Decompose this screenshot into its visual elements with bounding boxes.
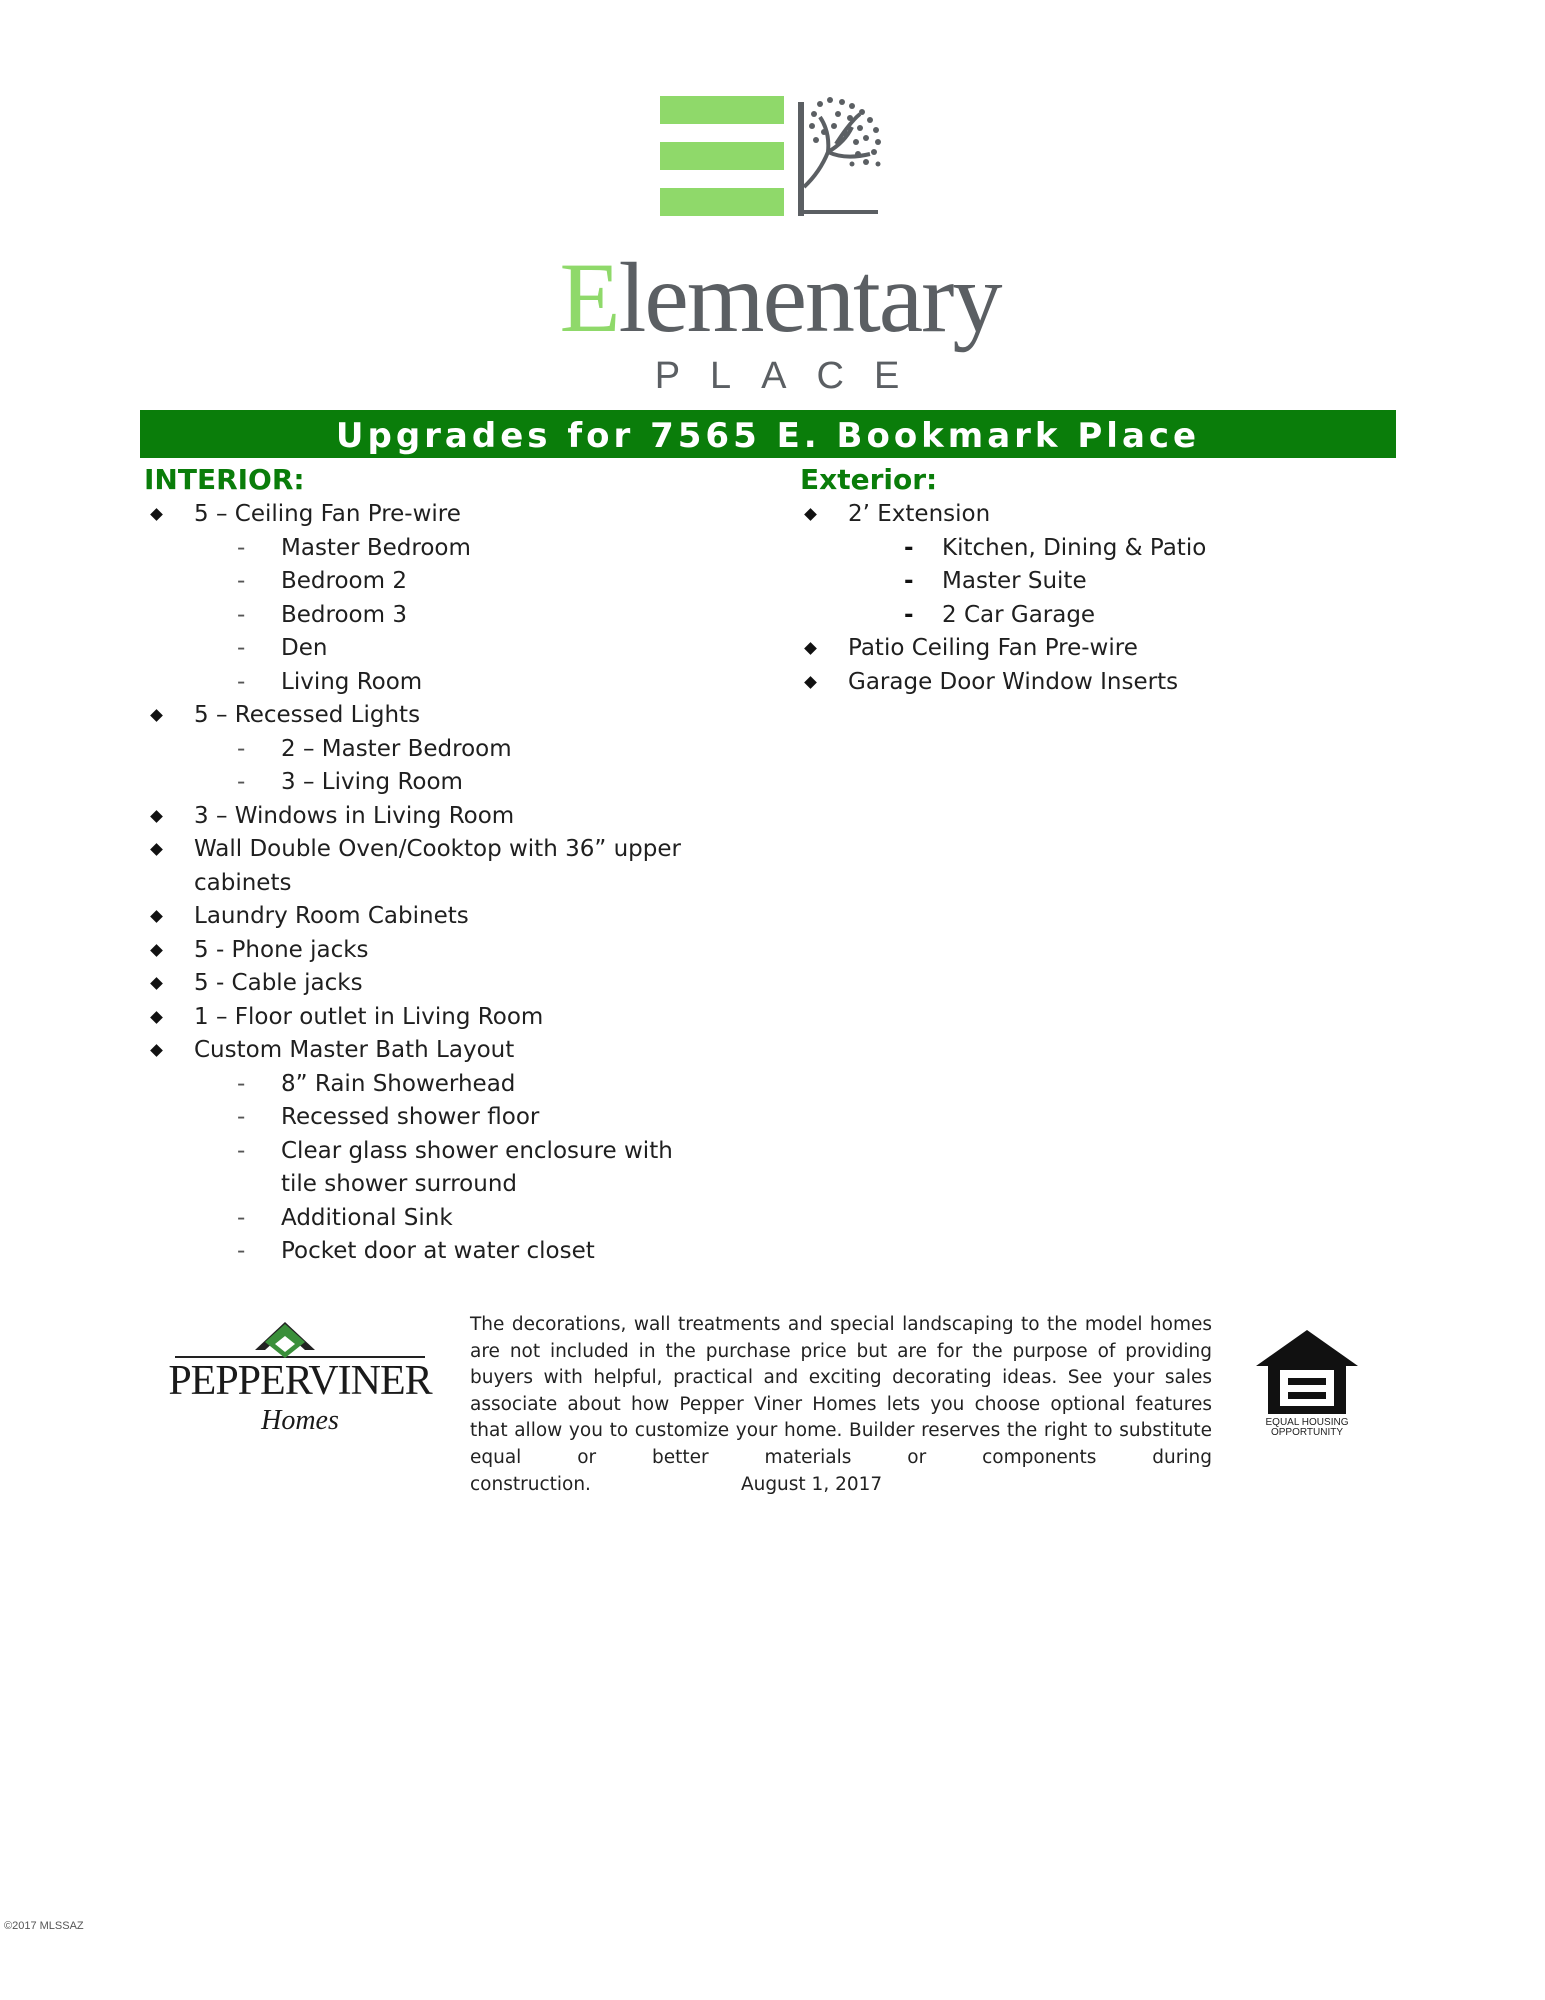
sub-item (144, 632, 764, 666)
bullet-diamond-icon (150, 910, 163, 923)
list-item (798, 498, 1398, 632)
sub-item-label: Kitchen, Dining & Patio (942, 534, 1207, 561)
builder-name: PEPPERVINER (168, 1358, 432, 1404)
item-label: 5 – Ceiling Fan Pre-wire (194, 501, 461, 527)
sub-item (144, 666, 764, 700)
sub-item (144, 1101, 764, 1135)
sub-item-label: 2 Car Garage (942, 601, 1096, 628)
exterior-heading: Exterior: (800, 463, 938, 496)
exterior-list (798, 498, 1398, 699)
sub-item-label: Master Bedroom (281, 534, 471, 561)
list-item (144, 498, 764, 699)
equal-housing-icon (1252, 1326, 1362, 1418)
sub-item (144, 1202, 764, 1236)
bullet-diamond-icon (150, 709, 163, 722)
sub-item (798, 565, 1398, 599)
item-label: Wall Double Oven/Cooktop with 36” upper cabinets (194, 836, 681, 896)
list-item (144, 833, 734, 900)
dash-icon: - (237, 635, 246, 661)
item-label: Laundry Room Cabinets (194, 903, 469, 929)
equal-housing-text (1252, 1418, 1362, 1438)
item-label: 1 – Floor outlet in Living Room (194, 1003, 544, 1030)
dash-icon: - (904, 601, 914, 628)
bullet-diamond-icon (150, 1044, 163, 1057)
upgrades-banner: Upgrades for 7565 E. Bookmark Place (140, 410, 1396, 458)
logo-word-initial: E (559, 242, 619, 353)
list-item (144, 900, 764, 934)
sub-item (144, 532, 764, 566)
dash-icon: - (237, 769, 246, 795)
list-item (144, 699, 764, 800)
sub-item-label: Additional Sink (281, 1204, 453, 1231)
interior-list (144, 498, 764, 1269)
logo-word-rest: lementary (618, 242, 1001, 353)
sub-item-label: Bedroom 3 (281, 601, 407, 628)
builder-subtitle: Homes (261, 1405, 339, 1436)
logo-bar (660, 96, 784, 124)
list-item (144, 800, 764, 834)
sub-item-label: Bedroom 2 (281, 568, 407, 594)
pepper-viner-logo (155, 1312, 445, 1442)
eho-line1: EQUAL HOUSING (1265, 1417, 1349, 1428)
sub-item-label: 8” Rain Showerhead (281, 1070, 516, 1097)
disclaimer-text: The decorations, wall treatments and special landscaping to the model homes are not included in the purchase price but are for the purpose of providing buyers with helpful, practical and exciting decorating ideas. See your sales associate about how Pepper Viner Homes lets you choose optional features that allow you to customize your home. Builder reserves the right to substitute equal or better materials or components during construction. (470, 1314, 1212, 1495)
dash-icon: - (904, 534, 914, 561)
sub-item-label: Living Room (281, 668, 423, 695)
logo-place: PLACE (654, 355, 930, 397)
sub-item-label: 3 – Living Room (281, 769, 463, 795)
sub-item-label: Recessed shower floor (281, 1104, 540, 1130)
sub-item (144, 1235, 764, 1269)
sub-item-label: Clear glass shower enclosure with tile shower surround (281, 1137, 673, 1197)
dash-icon: - (237, 735, 246, 762)
equal-housing-logo (1252, 1326, 1362, 1446)
bullet-diamond-icon (150, 944, 163, 957)
elementary-logo-mark (660, 92, 890, 227)
item-label: Garage Door Window Inserts (848, 668, 1179, 695)
bullet-diamond-icon (150, 810, 163, 823)
item-label: 5 - Phone jacks (194, 936, 369, 963)
house-leaf-icon (155, 1312, 445, 1362)
bullet-diamond-icon (804, 508, 817, 521)
list-item (144, 967, 764, 1001)
bullet-diamond-icon (150, 843, 163, 856)
eho-line2: OPPORTUNITY (1270, 1427, 1344, 1438)
dash-icon: - (237, 1070, 246, 1097)
sub-item-label: Master Suite (942, 568, 1087, 594)
dash-icon: - (237, 1104, 246, 1130)
list-item (144, 1001, 764, 1035)
dash-icon: - (904, 568, 914, 594)
list-item (798, 666, 1398, 700)
sub-item-label: Pocket door at water closet (281, 1238, 595, 1264)
dash-icon: - (237, 1238, 246, 1264)
item-label: 5 – Recessed Lights (194, 702, 421, 728)
sub-item (144, 733, 764, 767)
sub-item (144, 1135, 711, 1202)
logo-bar (660, 188, 784, 216)
disclaimer-date: August 1, 2017 (740, 1473, 883, 1495)
sub-item (144, 599, 764, 633)
interior-heading: INTERIOR: (144, 463, 305, 496)
dash-icon: - (237, 668, 246, 695)
item-label: Patio Ceiling Fan Pre-wire (848, 635, 1138, 661)
dash-icon: - (237, 1204, 246, 1231)
list-item (144, 934, 764, 968)
sub-item (798, 532, 1398, 566)
item-label: Custom Master Bath Layout (194, 1037, 515, 1063)
sub-item (144, 1068, 764, 1102)
copyright: ©2017 MLSSAZ (4, 1920, 84, 1932)
bullet-diamond-icon (804, 642, 817, 655)
bullet-diamond-icon (150, 977, 163, 990)
tree-icon (790, 92, 890, 222)
bullet-diamond-icon (150, 508, 163, 521)
list-item (144, 1034, 764, 1269)
item-label: 5 - Cable jacks (194, 970, 363, 996)
dash-icon: - (237, 568, 246, 594)
logo-bar (660, 142, 784, 170)
sub-item-label: Den (281, 635, 328, 661)
sub-item (798, 599, 1398, 633)
sub-item (144, 565, 764, 599)
item-label: 2’ Extension (848, 501, 991, 527)
dash-icon: - (237, 1137, 246, 1164)
sub-item-label: 2 – Master Bedroom (281, 735, 512, 762)
dash-icon: - (237, 601, 246, 628)
list-item (798, 632, 1398, 666)
logo-wordmark (500, 242, 1060, 353)
sub-item (144, 766, 764, 800)
bullet-diamond-icon (150, 1011, 163, 1024)
dash-icon: - (237, 534, 246, 561)
bullet-diamond-icon (804, 676, 817, 689)
item-label: 3 – Windows in Living Room (194, 802, 515, 829)
disclaimer (470, 1312, 1212, 1498)
